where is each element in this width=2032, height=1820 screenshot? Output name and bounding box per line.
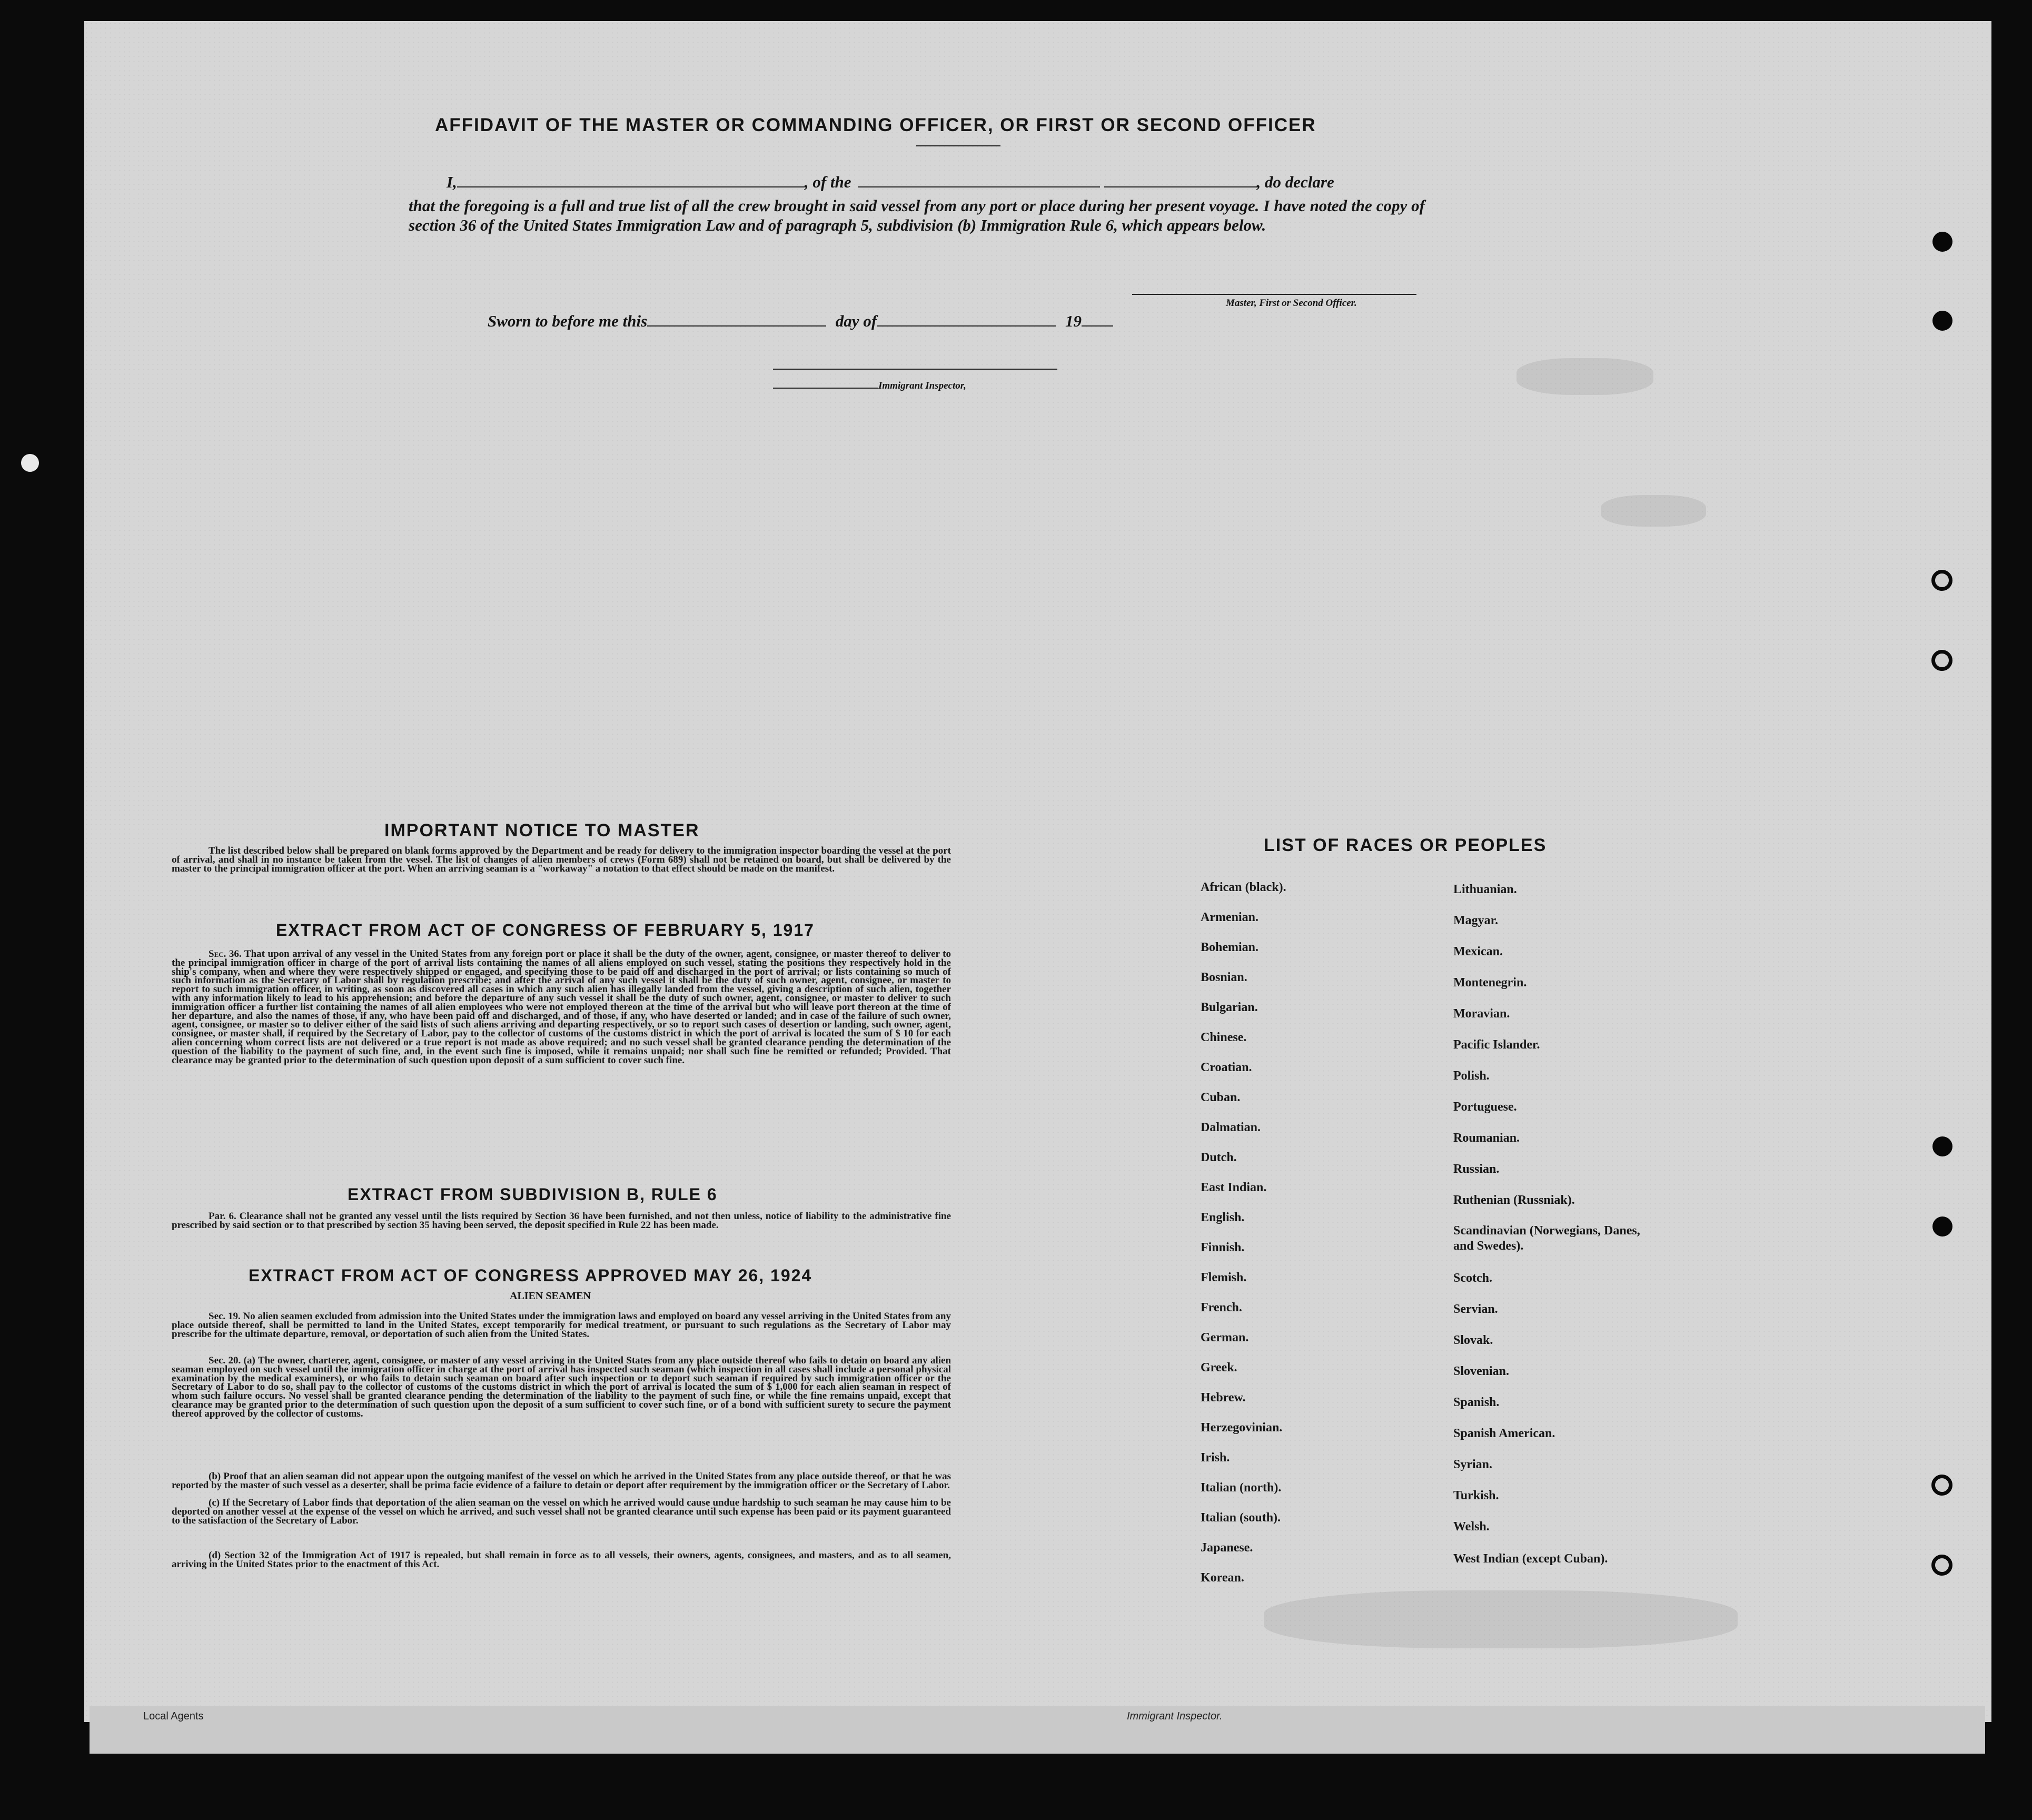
extract-1917-title: EXTRACT FROM ACT OF CONGRESS OF FEBRUARY 5, 1917 <box>276 921 815 939</box>
inspector-blank <box>773 388 878 389</box>
bleed-through-mark <box>1516 358 1653 395</box>
punch-hole <box>1932 232 1952 252</box>
punch-hole <box>1931 650 1952 671</box>
declaration-end: , do declare <box>1256 173 1334 191</box>
race-item: English. <box>1201 1211 1245 1224</box>
extract-1924-title: EXTRACT FROM ACT OF CONGRESS APPROVED MAY 26, 1924 <box>249 1266 812 1285</box>
extract-1917-body <box>172 950 951 1065</box>
sworn-line <box>488 312 1113 331</box>
month-blank <box>877 325 1056 327</box>
race-item: Welsh. <box>1453 1520 1490 1534</box>
sec-20d-body: (d) Section 32 of the Immigration Act of 1917 is repealed, but shall remain in force as to all vessels, their owners, agents, consignees, and masters, and as to all seamen, arriving in the United States prior to the enactment of this Act. <box>172 1550 951 1570</box>
sec-19-label: Sec. 19. <box>209 1311 241 1322</box>
inspector-line <box>773 380 966 392</box>
sec-20a-text: (a) The owner, charterer, agent, consignee, or master of any vessel arriving in the United States from any place outside thereof who fails to detain on board any alien seaman employed on such vessel until the immigration officer in charge at the port of arrival has inspected such seaman (which inspection in all cases shall include a personal physical examination by the medical examiners), or who fails to detain such seaman on board after such inspection or to deport such seaman if required by such immigration officer or the Secretary of Labor to do so, shall pay to the collector of customs of the customs district in which the port of arrival is located the sum of $ 1,000 for each alien seaman in respect of whom such failure occurs. No vessel shall be granted clearance pending the determination of the liability to the payment of such fine, or while the fine remains unpaid, except that clearance may be granted prior to the determination of such question upon the deposit of a sum sufficient to cover such fine, or of a bond with sufficient surety to secure the payment thereof approved by the collector of customs. <box>172 1355 951 1419</box>
race-item: Portuguese. <box>1453 1100 1517 1114</box>
race-item: Finnish. <box>1201 1241 1245 1254</box>
year-prefix: 19 <box>1065 312 1082 330</box>
vessel-blank <box>858 186 1100 187</box>
punch-hole <box>1932 1136 1952 1156</box>
race-item: West Indian (except Cuban). <box>1453 1552 1608 1566</box>
race-item: Scotch. <box>1453 1271 1492 1285</box>
race-item: Slovak. <box>1453 1333 1493 1347</box>
sec-36-label: Sec. 36. <box>209 948 242 960</box>
race-item: Dutch. <box>1201 1151 1237 1164</box>
sec-36-text: That upon arrival of any vessel in the United States from any foreign port or place it shall be the duty of the owner, agent, consignee, or master thereof to deliver to the principal immigration officer in charge of the port of arrival lists containing the names of all aliens employed on such vessel, stating the positions they respectively hold in the ship's company, when and where they were respectively shipped or engaged, and specifying those to be paid off and discharged in the port of arrival; or lists containing so much of such information as the Secretary of Labor shall by regulation prescribe; and after the arrival of any such vessel it shall be the duty of such owner, agent, consignee, or master to report to such immigration officer, in writing, as soon as discovered all cases in which any such alien has illegally landed from the vessel, giving a description of such alien, together with any information likely to lead to his apprehension; and before the departure of any such vessel it shall be the duty of such owner, agent, consignee, or master to deliver to such immigration officer a further list containing the names of all alien employees who were not employed thereon at the time of the arrival but who will leave port thereon at the time of her departure, and also the names of those, if any, who have been paid off and discharged, and of those, if any, who have deserted or landed; and in case of the failure of such owner, agent, consignee, or master so to deliver either of the said lists of such aliens arriving and departing respectively, or so to report such cases of desertion or landing, such owner, agent, consignee, or master shall, if required by the Secretary of Labor, pay to the collector of customs of the customs district in which the port of arrival is located the sum of $ 10 for each alien concerning whom correct lists are not delivered or a true report is not made as above required; and no such vessel shall be granted clearance pending the determination of the question of the liability to the payment of such fine, and, in the event such fine is imposed, while it remains unpaid; nor shall such fine be remitted or refunded; Provided. That clearance may be granted prior to the determination of such question upon deposit of a sum sufficient to cover such fine. <box>172 948 951 1066</box>
race-item: Moravian. <box>1453 1007 1510 1021</box>
race-item: Montenegrin. <box>1453 976 1527 990</box>
race-item: Spanish. <box>1453 1396 1500 1409</box>
race-item: Roumanian. <box>1453 1131 1520 1145</box>
race-item: Cuban. <box>1201 1091 1241 1104</box>
race-item: Japanese. <box>1201 1541 1253 1555</box>
film-mark <box>21 454 39 472</box>
declaration-body: that the foregoing is a full and true list of all the crew brought in said vessel from any port or place during her present voyage. I have noted the copy of section 36 of the United States Immigration Law and of paragraph 5, subdivision (b) Immigration Rule 6, which appears below. <box>409 196 1425 234</box>
race-item: East Indian. <box>1201 1181 1267 1194</box>
race-item: German. <box>1201 1331 1249 1344</box>
race-item: Bohemian. <box>1201 941 1259 954</box>
footer-local-agents: Local Agents <box>143 1710 204 1722</box>
par-6-label: Par. 6. <box>209 1211 236 1222</box>
day-of-text: day of <box>835 312 877 330</box>
race-item: Russian. <box>1453 1162 1500 1176</box>
race-item: French. <box>1201 1301 1242 1314</box>
vessel-blank-2 <box>1104 186 1257 187</box>
sec-19-text: No alien seamen excluded from admission into the United States under the immigration laws and employed on board any vessel arriving in the United States from any place outside thereof, shall be permitted to land in the United States, except temporarily for medical treatment, or pursuant to such regulations as the Secretary of Labor may prescribe for the ultimate departure, removal, or deportation of such alien from the United States. <box>172 1311 951 1340</box>
race-item: Armenian. <box>1201 911 1258 924</box>
race-item: Turkish. <box>1453 1489 1499 1502</box>
race-item: Lithuanian. <box>1453 883 1517 896</box>
extract-rule6-body <box>172 1212 951 1230</box>
notice-title: IMPORTANT NOTICE TO MASTER <box>384 820 700 840</box>
declaration-line <box>447 173 1334 192</box>
year-blank <box>1082 325 1113 327</box>
race-item: Servian. <box>1453 1302 1498 1316</box>
inspector-top-line <box>773 369 1057 370</box>
signature-line <box>1132 294 1416 295</box>
race-item: Herzegovinian. <box>1201 1421 1283 1435</box>
race-item: Syrian. <box>1453 1458 1493 1471</box>
sworn-text: Sworn to before me this <box>488 312 648 330</box>
race-item: African (black). <box>1201 881 1286 894</box>
race-item: Croatian. <box>1201 1061 1252 1074</box>
race-item: Pacific Islander. <box>1453 1038 1540 1052</box>
sec-20a-body <box>172 1357 951 1419</box>
day-blank <box>647 325 826 327</box>
sec-20c-body: (c) If the Secretary of Labor finds that deportation of the alien seaman on the vessel on which he arrived would cause undue hardship to such seaman he may cause him to be deported on another vessel at the expense of the vessel on which he arrived, and such vessel shall not be granted clearance until such expense has been paid or its payment guaranteed to the satisfaction of the Secretary of Labor. <box>172 1497 951 1526</box>
race-item: Spanish American. <box>1453 1427 1555 1440</box>
punch-hole <box>1931 1475 1952 1496</box>
underlying-page-strip <box>90 1706 1985 1754</box>
bleed-through-mark <box>1601 495 1706 527</box>
punch-hole <box>1931 1555 1952 1576</box>
affidavit-title: AFFIDAVIT OF THE MASTER OR COMMANDING OFFICER, OR FIRST OR SECOND OFFICER <box>435 115 1316 135</box>
title-rule <box>916 145 1000 146</box>
race-item: Chinese. <box>1201 1031 1247 1044</box>
sec-20b-body: (b) Proof that an alien seaman did not appear upon the outgoing manifest of the vessel on which he arrived in the United States from any place outside thereof, or that he was reported by the master of such vessel as a deserter, shall be prima facie evidence of a failure to detain or deport after requirement by the immigration officer or the Secretary of Labor. <box>172 1471 951 1491</box>
punch-hole <box>1932 311 1952 331</box>
sec-20-label: Sec. 20. <box>209 1355 241 1366</box>
declaration-of: , of the <box>804 173 851 191</box>
sec-19-body <box>172 1312 951 1339</box>
footer-immigrant-inspector: Immigrant Inspector. <box>1127 1710 1223 1722</box>
race-item: Hebrew. <box>1201 1391 1246 1404</box>
race-item: Mexican. <box>1453 945 1503 958</box>
race-item: Ruthenian (Russniak). <box>1453 1193 1575 1207</box>
race-item: Italian (south). <box>1201 1511 1281 1525</box>
race-item: Irish. <box>1201 1451 1230 1465</box>
alien-seamen-subtitle: ALIEN SEAMEN <box>510 1290 591 1302</box>
race-item: Magyar. <box>1453 914 1499 927</box>
name-blank <box>457 186 805 187</box>
races-title: LIST OF RACES OR PEOPLES <box>1264 835 1547 855</box>
inspector-caption: Immigrant Inspector, <box>878 380 966 391</box>
punch-hole <box>1931 570 1952 591</box>
notice-body: The list described below shall be prepared on blank forms approved by the Department and be ready for delivery to the immigration inspector boarding the vessel at the port of arrival, and shall in no instance be taken from the vessel. The list of changes of alien members of crews (Form 689) shall not be retained on board, but shall be delivered by the master to the principal immigration officer at the port. When an arriving seaman is a "workaway" a notation to that effect should be made on the manifest. <box>172 845 951 874</box>
race-item: Polish. <box>1453 1069 1490 1083</box>
race-item: Scandinavian (Norwegians, Danes, and Swedes). <box>1453 1224 1640 1253</box>
race-item: Slovenian. <box>1453 1364 1510 1378</box>
race-item: Bosnian. <box>1201 971 1247 984</box>
race-item: Greek. <box>1201 1361 1237 1374</box>
signature-caption: Master, First or Second Officer. <box>1226 298 1357 309</box>
par-6-text: Clearance shall not be granted any vessel until the lists required by Section 36 have been furnished, and not then unless, notice of liability to the administrative fine prescribed by said section or to that prescribed by section 35 having been served, the deposit specified in Rule 22 has been made. <box>172 1211 951 1231</box>
declaration-i: I, <box>447 173 457 191</box>
bleed-through-mark <box>1264 1590 1738 1648</box>
race-item: Dalmatian. <box>1201 1121 1261 1134</box>
race-item: Bulgarian. <box>1201 1001 1258 1014</box>
punch-hole <box>1932 1216 1952 1237</box>
race-item: Italian (north). <box>1201 1481 1282 1495</box>
race-item: Flemish. <box>1201 1271 1247 1284</box>
race-item: Korean. <box>1201 1571 1244 1585</box>
extract-rule6-title: EXTRACT FROM SUBDIVISION B, RULE 6 <box>348 1185 718 1204</box>
